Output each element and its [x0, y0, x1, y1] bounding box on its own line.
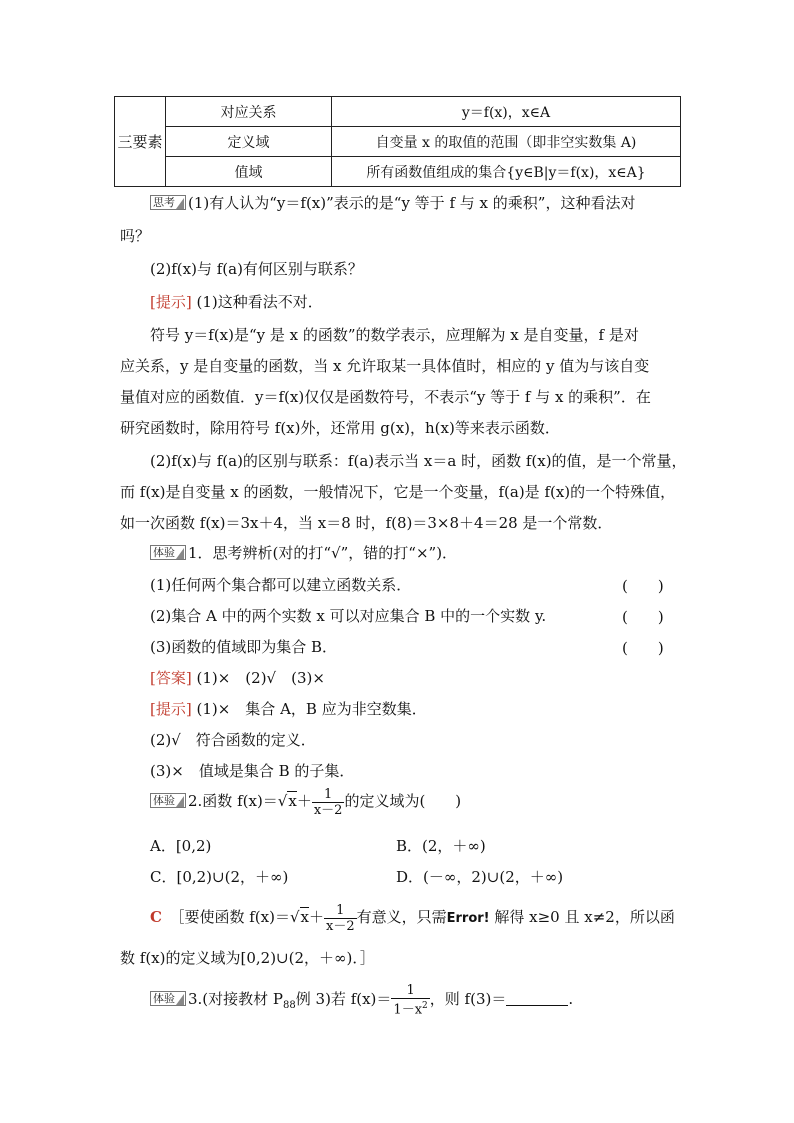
error-text: Error!	[446, 911, 490, 926]
paragraph-line: 如一次函数 f(x)＝3x＋4，当 x＝8 时，f(8)＝3×8＋4＝28 是一个常数．	[120, 514, 613, 532]
answer-blank: ( )	[622, 639, 664, 657]
table-row-name: 定义域	[166, 127, 332, 157]
option-b: B．(2，＋∞)	[396, 837, 486, 855]
table-row-desc: y＝f(x)，x∈A	[332, 97, 681, 127]
think-hint: [提示] (1)这种看法不对．	[150, 293, 323, 311]
exp1-hint-3: (3)× 值域是集合 B 的子集．	[150, 762, 355, 780]
fraction: $\frac{1}{1-x^2}$	[393, 982, 428, 1018]
exp1-item: (3)函数的值域即为集合 B．	[150, 638, 338, 656]
hint-label: [提示]	[150, 293, 192, 311]
exp1-hint: [提示] (1)× 集合 A，B 应为非空数集．	[150, 700, 427, 718]
exp1-item: (2)集合 A 中的两个实数 x 可以对应集合 B 中的一个实数 y.	[150, 607, 547, 625]
exp3-question: 体验 3.(对接教材 $P_{88}$例 3)若 f(x)＝ $\frac{1}{1-x^2}$ ，则 f(3)＝ .	[150, 980, 573, 1025]
paragraph-line: 量值对应的函数值．y＝f(x)仅仅是函数符号，不表示“y 等于 f 与 x 的乘积”．在	[120, 388, 651, 406]
exp-tag: 体验	[150, 991, 186, 1006]
table-row-name: 对应关系	[166, 97, 332, 127]
fraction: $\frac{1}{x-2}$	[326, 902, 355, 934]
table-row-name: 值域	[166, 157, 332, 187]
exp-tag: 体验	[150, 545, 186, 560]
paragraph-line: (2)f(x)与 f(a)的区别与联系：f(a)表示当 x＝a 时，函数 f(x)的值，是一个常量，	[150, 452, 687, 470]
paragraph-line: 而 f(x)是自变量 x 的函数，一般情况下，它是一个变量，f(a)是 f(x)的一个特殊值，	[120, 483, 676, 501]
answer-label: [答案]	[150, 669, 192, 687]
fill-blank[interactable]	[506, 991, 568, 1006]
paragraph-line: 应关系，y 是自变量的函数，当 x 允许取某一具体值时，相应的 y 值为与该自变	[120, 357, 650, 375]
answer-blank: ( )	[622, 577, 664, 595]
exp2-solution-cont: 数 f(x)的定义域为[0,2)∪(2，＋∞)．］	[120, 949, 375, 967]
exp1-title: 体验 1．思考辨析(对的打“√”，错的打“×”)．	[150, 543, 457, 563]
exp1-answer: [答案] (1)× (2)√ (3)×	[150, 669, 325, 687]
think-question-1-cont: 吗？	[120, 227, 151, 245]
paragraph-line: 符号 y＝f(x)是“y 是 x 的函数”的数学表示，应理解为 x 是自变量，f 是对	[150, 326, 639, 344]
option-a: A．[0,2)	[150, 837, 212, 855]
option-d: D．(－∞，2)∪(2，＋∞)	[396, 868, 564, 886]
think-question-2: (2)f(x)与 f(a)有何区别与联系？	[150, 260, 363, 278]
paragraph-line: 研究函数时，除用符号 f(x)外，还常用 g(x)，h(x)等来表示函数．	[120, 419, 560, 437]
fraction: $\frac{1}{x-2}$	[313, 786, 343, 818]
table-row-desc: 自变量 x 的取值的范围（即非空实数集 A)	[332, 127, 681, 157]
answer-letter: C	[150, 908, 162, 926]
think-tag: 思考	[150, 195, 186, 210]
exp2-question: 体验 2.函数 f(x)＝√x＋ $\frac{1}{x-2}$ 的定义域为( )	[150, 784, 461, 818]
exp1-hint-2: (2)√ 符合函数的定义．	[150, 731, 316, 749]
exp-tag: 体验	[150, 793, 186, 808]
hint-label: [提示]	[150, 700, 192, 718]
table-group-label: 三要素	[115, 97, 166, 187]
table-row-desc: 所有函数值组成的集合{y∈B|y＝f(x)，x∈A}	[332, 157, 681, 187]
answer-blank: ( )	[622, 608, 664, 626]
think-question-1: 思考 (1)有人认为“y＝f(x)”表示的是“y 等于 f 与 x 的乘积”，这种看法对	[150, 193, 635, 213]
function-elements-table	[114, 96, 681, 187]
option-c: C．[0,2)∪(2，＋∞)	[150, 868, 289, 886]
exp2-solution: C ［要使函数 f(x)＝√x＋ $\frac{1}{x-2}$ 有意义，只需Error! 解得 x≥0 且 x≠2，所以函	[150, 902, 675, 934]
exp1-item: (1)任何两个集合都可以建立函数关系．	[150, 576, 412, 594]
